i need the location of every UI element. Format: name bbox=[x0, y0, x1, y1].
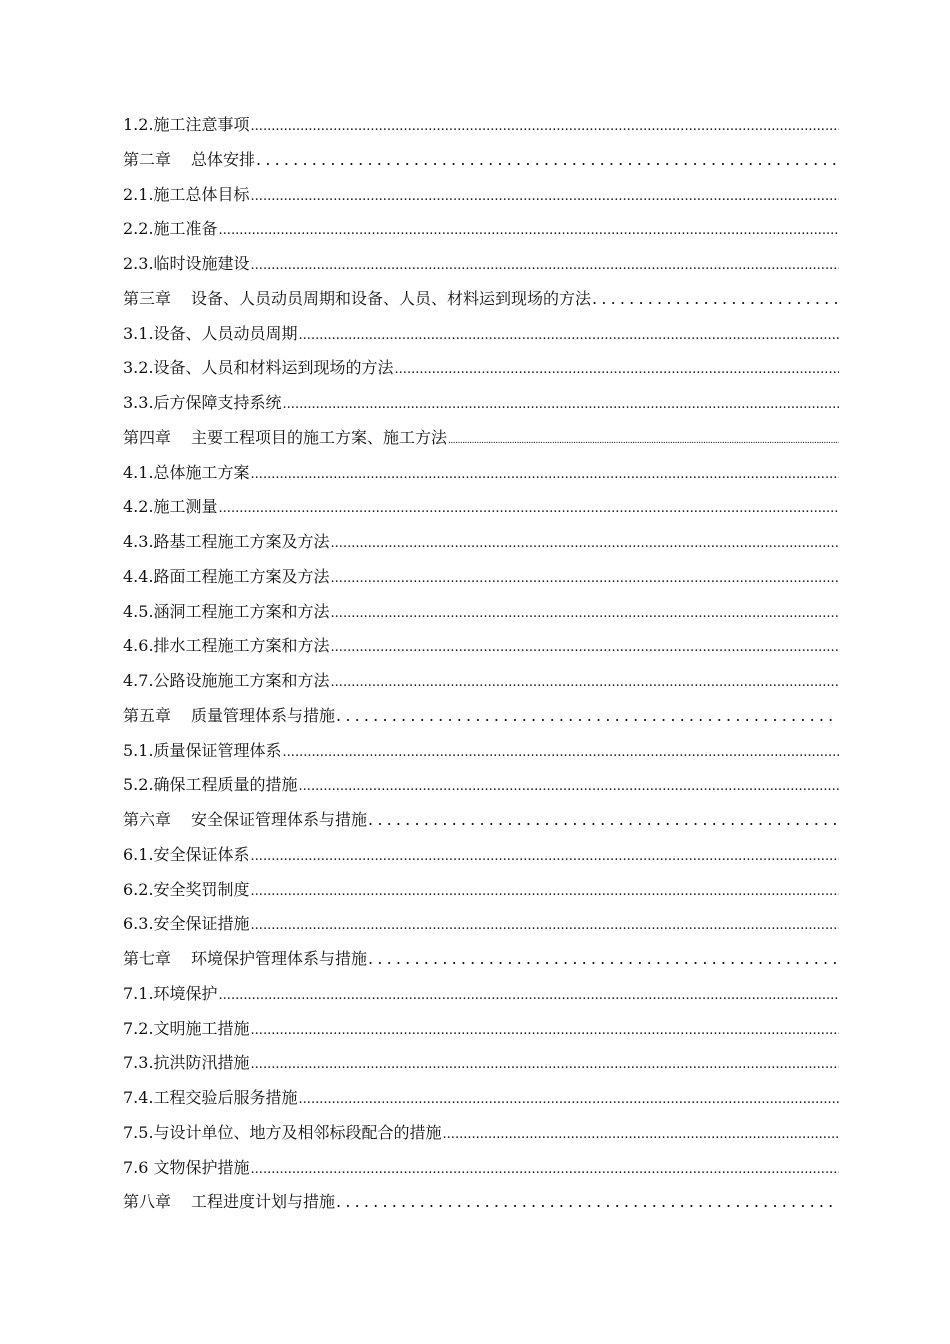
toc-dot-leader bbox=[299, 328, 839, 343]
toc-chapter-heading bbox=[123, 807, 367, 830]
toc-chapter-entry[interactable] bbox=[123, 807, 839, 842]
toc-section-entry[interactable] bbox=[123, 460, 839, 495]
toc-section-title: 6.2.安全奖罚制度 bbox=[123, 879, 250, 899]
toc-chapter-title: 质量管理体系与措施 bbox=[191, 705, 336, 725]
toc-chapter-title: 总体安排 bbox=[191, 149, 256, 169]
toc-chapter-heading bbox=[123, 286, 591, 309]
toc-section-title: 1.2.施工注意事项 bbox=[123, 115, 250, 134]
toc-section-title: 2.2.施工准备 bbox=[123, 219, 218, 239]
toc-dot-leader bbox=[331, 571, 839, 586]
toc-chapter-heading bbox=[123, 425, 447, 448]
toc-dot-leader bbox=[219, 501, 839, 516]
toc-section-entry[interactable] bbox=[123, 251, 839, 286]
toc-dot-leader bbox=[331, 606, 839, 621]
toc-section-title: 3.2.设备、人员和材料运到现场的方法 bbox=[123, 358, 394, 378]
toc-chapter-number: 第八章 bbox=[123, 1192, 172, 1212]
toc-section-entry[interactable] bbox=[123, 529, 839, 564]
toc-chapter-number: 第三章 bbox=[123, 288, 172, 308]
toc-chapter-title: 工程进度计划与措施 bbox=[191, 1192, 336, 1212]
toc-chapter-entry[interactable] bbox=[123, 1189, 839, 1224]
toc-dot-leader bbox=[251, 849, 839, 864]
toc-section-title: 7.6 文物保护措施 bbox=[123, 1157, 250, 1177]
toc-dot-leader bbox=[331, 640, 839, 655]
toc-dot-leader bbox=[251, 189, 839, 204]
toc-section-entry[interactable] bbox=[123, 842, 839, 877]
toc-section-entry[interactable] bbox=[123, 1120, 839, 1155]
toc-section-entry[interactable] bbox=[123, 877, 839, 912]
toc-chapter-title: 主要工程项目的施工方案、施工方法 bbox=[191, 427, 448, 447]
toc-section-title: 5.2.确保工程质量的措施 bbox=[123, 775, 298, 795]
toc-chapter-number: 第五章 bbox=[123, 705, 172, 725]
toc-section-entry[interactable] bbox=[123, 564, 839, 599]
toc-section-title: 4.5.涵洞工程施工方案和方法 bbox=[123, 601, 330, 621]
toc-chapter-entry[interactable] bbox=[123, 286, 839, 321]
toc-dot-leader bbox=[251, 1162, 839, 1177]
toc-dot-leader bbox=[368, 949, 839, 968]
toc-chapter-title: 安全保证管理体系与措施 bbox=[191, 810, 368, 829]
toc-section-title: 3.1.设备、人员动员周期 bbox=[123, 323, 298, 343]
toc-chapter-heading bbox=[123, 1189, 335, 1212]
toc-section-entry[interactable] bbox=[123, 112, 839, 147]
toc-chapter-entry[interactable] bbox=[123, 946, 839, 981]
toc-section-title: 4.2.施工测量 bbox=[123, 497, 218, 517]
toc-dot-leader bbox=[368, 810, 839, 829]
toc-dot-leader bbox=[299, 779, 839, 794]
toc-section-entry[interactable] bbox=[123, 390, 839, 425]
toc-dot-leader bbox=[256, 150, 839, 169]
toc-section-title: 7.4.工程交验后服务措施 bbox=[123, 1088, 298, 1107]
toc-section-title: 6.1.安全保证体系 bbox=[123, 844, 250, 864]
toc-section-title: 2.3.临时设施建设 bbox=[123, 254, 250, 273]
toc-chapter-heading bbox=[123, 147, 255, 170]
toc-chapter-entry[interactable] bbox=[123, 703, 839, 738]
toc-dot-leader bbox=[251, 467, 839, 482]
toc-dot-leader bbox=[251, 258, 839, 273]
toc-section-title: 5.1.质量保证管理体系 bbox=[123, 740, 282, 760]
toc-chapter-entry[interactable] bbox=[123, 147, 839, 182]
toc-chapter-heading bbox=[123, 946, 367, 969]
toc-chapter-number: 第四章 bbox=[123, 427, 172, 447]
toc-dot-leader bbox=[283, 397, 839, 412]
toc-section-entry[interactable] bbox=[123, 1085, 839, 1120]
toc-section-entry[interactable] bbox=[123, 1016, 839, 1051]
toc-chapter-number: 第六章 bbox=[123, 810, 172, 829]
toc-section-entry[interactable] bbox=[123, 355, 839, 390]
toc-section-title: 4.3.路基工程施工方案及方法 bbox=[123, 532, 330, 551]
toc-section-title: 7.3.抗洪防汛措施 bbox=[123, 1053, 250, 1073]
toc-section-title: 3.3.后方保障支持系统 bbox=[123, 393, 282, 412]
toc-dot-leader bbox=[251, 884, 839, 899]
table-of-contents bbox=[123, 112, 839, 1224]
toc-section-title: 4.4.路面工程施工方案及方法 bbox=[123, 566, 330, 586]
toc-dot-leader bbox=[336, 1192, 839, 1211]
toc-dot-leader bbox=[251, 918, 839, 933]
toc-section-entry[interactable] bbox=[123, 772, 839, 807]
toc-section-entry[interactable] bbox=[123, 1050, 839, 1085]
toc-section-entry[interactable] bbox=[123, 216, 839, 251]
toc-dot-leader bbox=[219, 988, 839, 1003]
toc-section-title: 7.5.与设计单位、地方及相邻标段配合的措施 bbox=[123, 1122, 442, 1142]
toc-dot-leader bbox=[299, 1092, 839, 1107]
toc-chapter-title: 设备、人员动员周期和设备、人员、材料运到现场的方法 bbox=[191, 288, 592, 308]
toc-dot-leader bbox=[448, 436, 839, 446]
toc-dot-leader bbox=[251, 119, 839, 134]
toc-section-title: 7.2.文明施工措施 bbox=[123, 1018, 250, 1038]
toc-section-title: 7.1.环境保护 bbox=[123, 983, 218, 1003]
toc-section-entry[interactable] bbox=[123, 494, 839, 529]
toc-section-title: 6.3.安全保证措施 bbox=[123, 914, 250, 934]
toc-section-entry[interactable] bbox=[123, 599, 839, 634]
toc-dot-leader bbox=[251, 1057, 839, 1072]
toc-section-entry[interactable] bbox=[123, 633, 839, 668]
toc-section-entry[interactable] bbox=[123, 738, 839, 773]
toc-chapter-heading bbox=[123, 703, 335, 726]
toc-dot-leader bbox=[331, 536, 839, 551]
toc-section-title: 4.7.公路设施施工方案和方法 bbox=[123, 671, 330, 690]
toc-dot-leader bbox=[283, 745, 839, 760]
toc-dot-leader bbox=[251, 1023, 839, 1038]
toc-dot-leader bbox=[592, 289, 839, 308]
toc-section-title: 2.1.施工总体目标 bbox=[123, 184, 250, 204]
toc-dot-leader bbox=[336, 706, 839, 725]
toc-chapter-number: 第七章 bbox=[123, 949, 172, 968]
toc-section-entry[interactable] bbox=[123, 911, 839, 946]
toc-dot-leader bbox=[443, 1127, 839, 1142]
toc-section-entry[interactable] bbox=[123, 1155, 839, 1190]
toc-section-entry[interactable] bbox=[123, 668, 839, 703]
toc-section-entry[interactable] bbox=[123, 981, 839, 1016]
toc-chapter-entry[interactable] bbox=[123, 425, 839, 460]
toc-dot-leader bbox=[219, 223, 839, 238]
toc-section-entry[interactable] bbox=[123, 182, 839, 217]
toc-dot-leader bbox=[395, 362, 839, 377]
toc-section-title: 4.1.总体施工方案 bbox=[123, 462, 250, 482]
toc-chapter-number: 第二章 bbox=[123, 149, 172, 169]
toc-section-title: 4.6.排水工程施工方案和方法 bbox=[123, 636, 330, 656]
toc-dot-leader bbox=[331, 675, 839, 690]
toc-section-entry[interactable] bbox=[123, 321, 839, 356]
toc-chapter-title: 环境保护管理体系与措施 bbox=[191, 949, 368, 968]
